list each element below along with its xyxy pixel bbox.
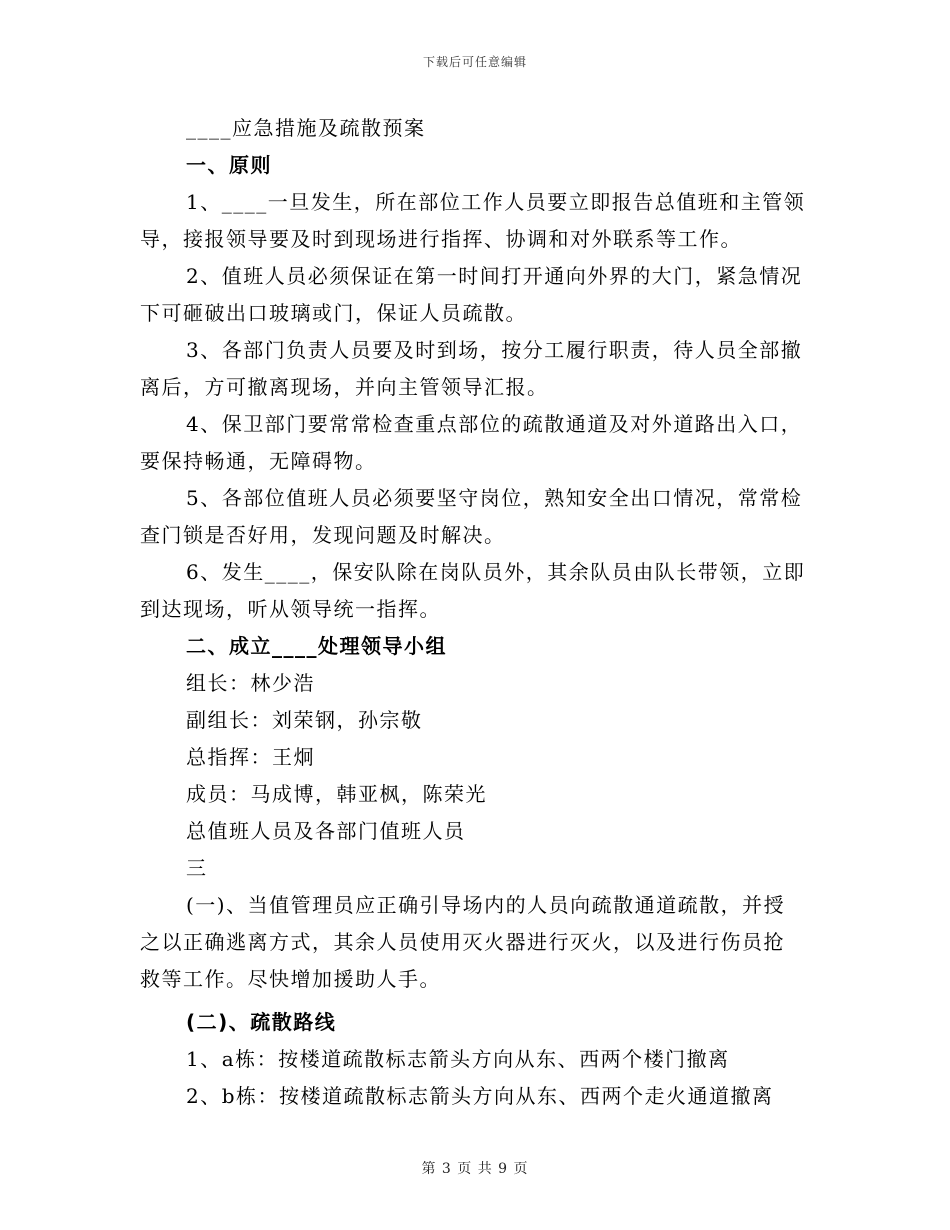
route-line: 1、a栋：按楼道疏散标志箭头方向从东、西两个楼门撤离 <box>186 1047 730 1071</box>
paragraph-line: 5、各部位值班人员必须要坚守岗位，熟知安全出口情况，常常检 <box>186 486 803 510</box>
paragraph-line: 到达现场，听从领导统一指挥。 <box>140 597 441 621</box>
section-1-item-1 <box>140 184 810 258</box>
member-line: 总指挥：王炯 <box>186 745 315 769</box>
member-line: 成员：马成博，韩亚枫，陈荣光 <box>186 782 487 806</box>
document-title: ____应急措施及疏散预案 <box>186 116 426 140</box>
paragraph-line: 要保持畅通，无障碍物。 <box>140 449 377 473</box>
paragraph-line: 4、保卫部门要常常检查重点部位的疏散通道及对外道路出入口， <box>186 412 803 436</box>
section-3-paragraph <box>140 887 810 998</box>
paragraph-line: 离后，方可撤离现场，并向主管领导汇报。 <box>140 375 549 399</box>
paragraph-line: 之以正确逃离方式，其余人员使用灭火器进行灭火，以及进行伤员抢 <box>140 930 785 954</box>
section-1-item-5 <box>140 480 810 554</box>
page-footer: 第 3 页 共 9 页 <box>421 1161 529 1177</box>
section-3-heading: 三 <box>186 856 208 880</box>
section-1-item-4 <box>140 406 810 480</box>
document-body <box>140 110 810 1115</box>
section-1-item-2 <box>140 258 810 332</box>
paragraph-line: 6、发生____，保安队除在岗队员外，其余队员由队长带领，立即 <box>186 560 806 584</box>
member-line: 总值班人员及各部门值班人员 <box>186 819 466 843</box>
paragraph-line: 查门锁是否好用，发现问题及时解决。 <box>140 523 506 547</box>
section-1-heading: 一、原则 <box>186 153 272 177</box>
section-1-item-3 <box>140 332 810 406</box>
paragraph-line: (一)、当值管理员应正确引导场内的人员向疏散通道疏散，并授 <box>186 893 786 917</box>
member-line: 副组长：刘荣钢，孙宗敬 <box>186 708 423 732</box>
paragraph-line: 3、各部门负责人员要及时到场，按分工履行职责，待人员全部撤 <box>186 338 803 362</box>
paragraph-line: 1、____一旦发生，所在部位工作人员要立即报告总值班和主管领 <box>186 190 806 214</box>
section-1-item-6 <box>140 554 810 628</box>
paragraph-line: 下可砸破出口玻璃或门，保证人员疏散。 <box>140 301 527 325</box>
route-line: 2、b栋：按楼道疏散标志箭头方向从东、西两个走火通道撤离 <box>186 1084 774 1108</box>
paragraph-line: 救等工作。尽快增加援助人手。 <box>140 967 441 991</box>
paragraph-line: 导，接报领导要及时到现场进行指挥、协调和对外联系等工作。 <box>140 227 742 251</box>
paragraph-line: 2、值班人员必须保证在第一时间打开通向外界的大门，紧急情况 <box>186 264 803 288</box>
section-3-sub-heading: (二)、疏散路线 <box>186 1010 337 1034</box>
header-note: 下载后可任意编辑 <box>422 55 527 69</box>
member-line: 组长：林少浩 <box>186 671 315 695</box>
section-2-heading: 二、成立____处理领导小组 <box>186 634 447 658</box>
